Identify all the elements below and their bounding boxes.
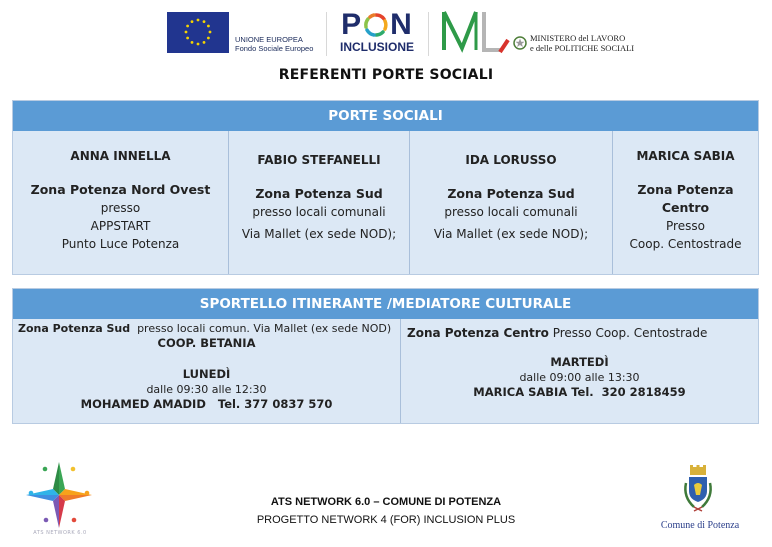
sportello-left-cell xyxy=(13,319,400,423)
referent-name: IDA LORUSSO xyxy=(465,153,557,167)
referent-card xyxy=(228,131,409,274)
ministry-label xyxy=(530,34,634,53)
referent-zone: Zona Potenza Centro xyxy=(637,182,734,215)
referent-detail: Via Mallet (ex sede NOD); xyxy=(241,227,397,241)
eu-label xyxy=(235,35,313,53)
ats-logo-label: ATS NETWORK 6.0 xyxy=(33,530,87,536)
ministry-label-line1: MINISTERO del LAVORO xyxy=(530,33,626,43)
referent-card xyxy=(409,131,612,274)
referent-detail: Via Mallet (ex sede NOD); xyxy=(433,227,589,241)
sportello-table xyxy=(12,288,759,424)
logo-divider xyxy=(428,12,429,56)
sportello-zone: Zona Potenza Sud xyxy=(18,322,131,335)
sportello-location: Presso Coop. Centostrade xyxy=(552,326,708,340)
ministry-label-line2: e delle POLITICHE SOCIALI xyxy=(530,42,635,53)
referent-name: ANNA INNELLA xyxy=(70,149,171,163)
sportello-right-cell xyxy=(400,319,758,423)
sportello-day: MARTEDÌ xyxy=(550,355,609,369)
sportello-hours: dalle 09:30 alle 12:30 xyxy=(146,383,267,396)
referent-detail: presso locali comunali xyxy=(252,205,386,219)
sportello-day: LUNEDÌ xyxy=(182,367,231,381)
eu-flag-icon xyxy=(167,12,229,53)
referent-zone: Zona Potenza Sud xyxy=(447,186,575,201)
referent-detail: APPSTART xyxy=(90,219,151,233)
sportello-contact: MARICA SABIA Tel. 320 2818459 xyxy=(473,385,686,399)
sportello-org: COOP. BETANIA xyxy=(157,336,256,350)
sportello-heading: SPORTELLO ITINERANTE /MEDIATORE CULTURALE xyxy=(13,289,758,319)
pon-ring-icon xyxy=(363,12,389,38)
referent-zone: Zona Potenza Sud xyxy=(255,186,383,201)
referent-name: MARICA SABIA xyxy=(636,149,735,163)
pon-letter-n: N xyxy=(390,8,413,41)
referent-detail: presso xyxy=(100,201,141,215)
sportello-hours: dalle 09:00 alle 13:30 xyxy=(519,371,640,384)
italian-republic-emblem-icon xyxy=(513,36,527,50)
sportello-zone: Zona Potenza Centro xyxy=(407,326,549,340)
page-title: REFERENTI PORTE SOCIALI xyxy=(278,67,494,83)
ministry-ml-logo-icon xyxy=(440,8,510,54)
referent-detail: Presso xyxy=(666,219,705,233)
referent-detail: Coop. Centostrade xyxy=(629,237,742,251)
logo-divider xyxy=(326,12,327,56)
sportello-contact: MOHAMED AMADID Tel. 377 0837 570 xyxy=(80,397,333,411)
footer-title: ATS NETWORK 6.0 – COMUNE DI POTENZA xyxy=(270,496,502,508)
footer-subtitle: PROGETTO NETWORK 4 (FOR) INCLUSION PLUS xyxy=(256,514,516,526)
sportello-location: presso locali comun. Via Mallet (ex sede NOD) xyxy=(137,322,392,335)
referent-detail: presso locali comunali xyxy=(444,205,578,219)
comune-label: Comune di Potenza xyxy=(660,520,740,531)
porte-sociali-heading: PORTE SOCIALI xyxy=(13,101,758,131)
pon-inclusione-logo xyxy=(333,10,421,56)
eu-label-line1: UNIONE EUROPEA xyxy=(235,35,303,44)
referent-detail: Punto Luce Potenza xyxy=(61,237,180,251)
referent-zone: Zona Potenza Nord Ovest xyxy=(30,182,211,197)
referent-card xyxy=(13,131,228,274)
referent-name: FABIO STEFANELLI xyxy=(257,153,381,167)
pon-letter-p: P xyxy=(341,8,363,41)
referent-card xyxy=(612,131,758,274)
comune-potenza-crest-icon xyxy=(680,465,716,515)
eu-label-line2: Fondo Sociale Europeo xyxy=(235,44,314,53)
pon-subtitle: INCLUSIONE xyxy=(339,40,414,54)
porte-sociali-table xyxy=(12,100,759,275)
